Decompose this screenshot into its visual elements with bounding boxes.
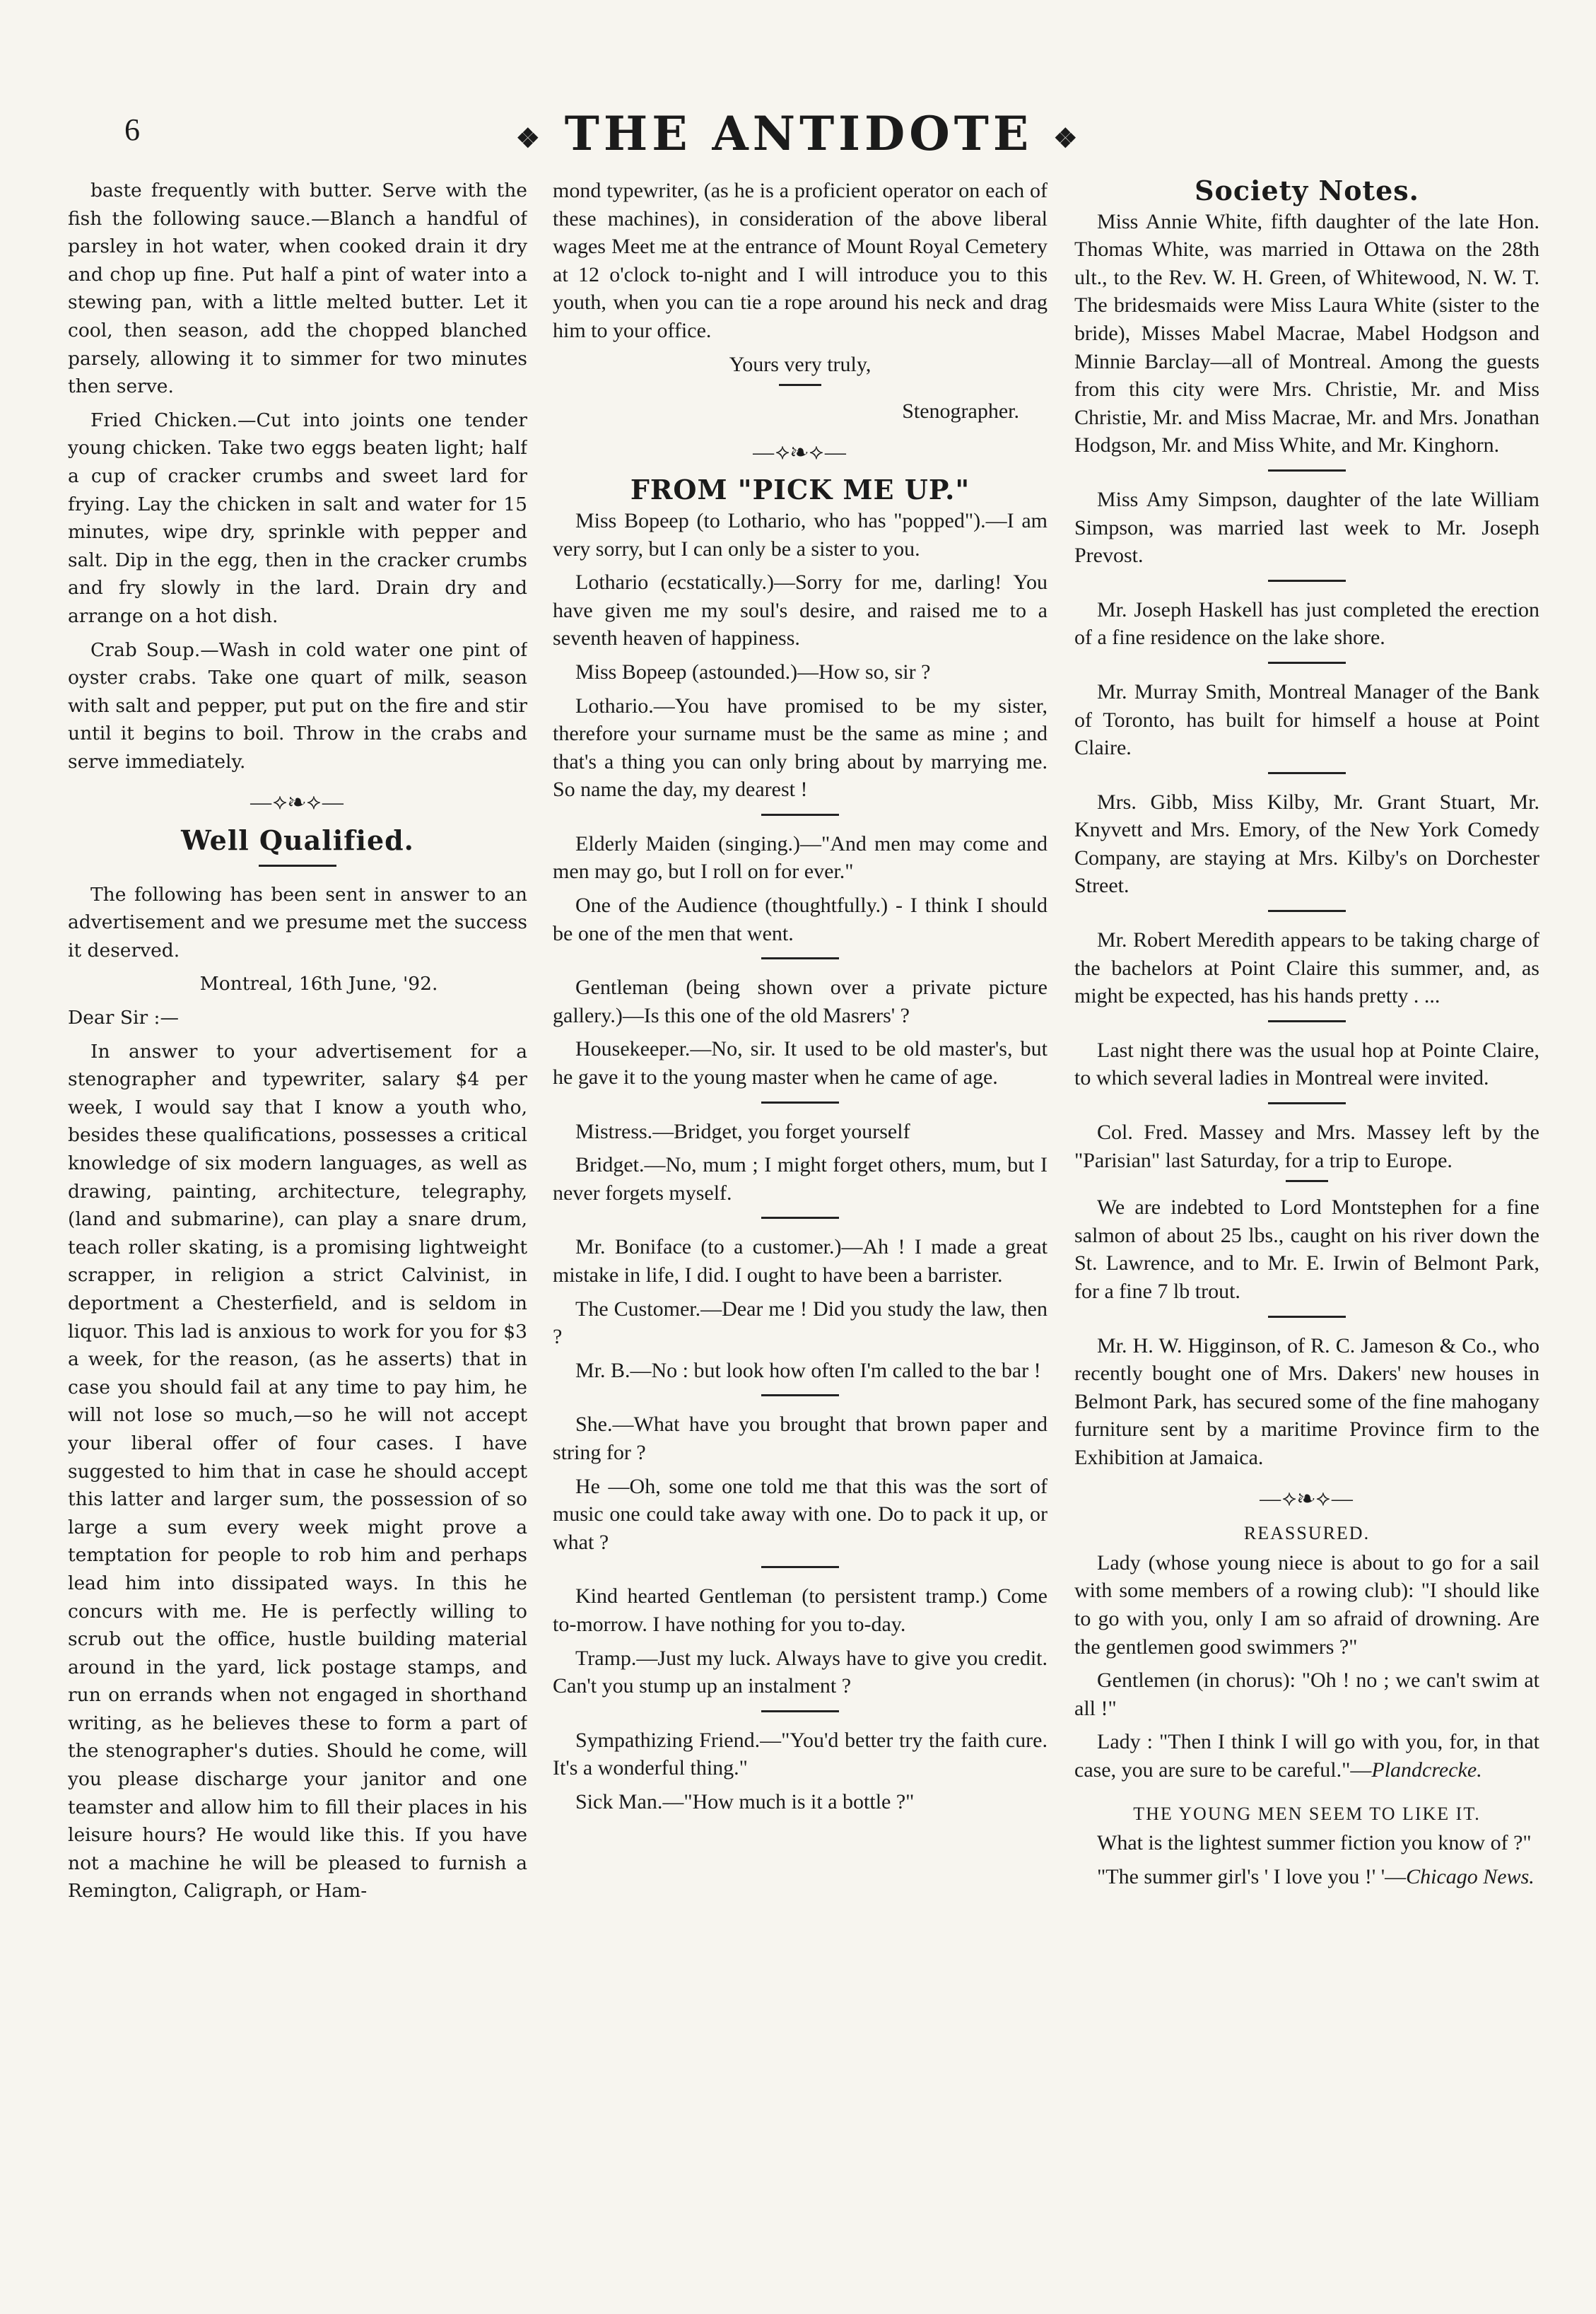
divider — [1268, 1102, 1346, 1104]
recipe-paragraph: Crab Soup.—Wash in cold water one pint of oyster crabs. Take one quart of milk, season with salt and pepper, put put on the fire and stir until it begins to boil. Throw in the crabs and serve immediately. — [68, 638, 527, 773]
joke-line: The Customer.—Dear me ! Did you study the law, then ? — [553, 1297, 1048, 1349]
divider — [1268, 772, 1346, 774]
divider — [1286, 1180, 1328, 1182]
subsection-title: REASSURED. — [1243, 1523, 1371, 1544]
divider — [761, 814, 839, 816]
column-3 — [1074, 177, 1539, 2286]
divider — [761, 1217, 839, 1219]
joke-block — [553, 974, 1048, 1091]
section-heading: FROM "PICK ME UP." — [630, 474, 970, 506]
society-note: We are indebted to Lord Montstephen for a fine salmon of about 25 lbs., caught on his river down the St. Lawrence, and to Mr. E. Irwin of Belmont Park, for a fine 7 lb trout. — [1074, 1196, 1539, 1303]
section-heading: Society Notes. — [1195, 177, 1419, 206]
divider — [761, 1394, 839, 1396]
anecdote-text: "The summer girl's ' I love you !' '— — [1097, 1864, 1407, 1888]
section-heading: Well Qualified. — [181, 824, 414, 857]
society-note: Miss Amy Simpson, daughter of the late William Simpson, was married last week to Mr. Joseph Prevost. — [1074, 487, 1539, 568]
joke-line: Kind hearted Gentleman (to persistent tramp.) Come to-morrow. I have nothing for you to-day. — [553, 1584, 1048, 1636]
ornament-separator-icon: —⟡❧⟡— — [1260, 1486, 1354, 1510]
joke-line: Elderly Maiden (singing.)—"And men may come and men may go, but I roll on for ever." — [553, 831, 1048, 884]
joke-line: Sick Man.—"How much is it a bottle ?" — [575, 1789, 915, 1813]
joke-block — [553, 830, 1048, 947]
anecdote-line: Gentlemen (in chorus): "Oh ! no ; we can't swim at all !" — [1074, 1669, 1539, 1720]
joke-line: Sympathizing Friend.—"You'd better try the faith cure. It's a wonderful thing." — [553, 1728, 1048, 1780]
joke-block — [553, 507, 1048, 804]
joke-line: Lothario (ecstatically.)—Sorry for me, darling! You have given me my soul's desire, and raised me to a seventh heaven of happiness. — [553, 571, 1048, 650]
joke-line: Lothario.—You have promised to be my sister, therefore your surname must be the same as mine ; and that's a thing you can only bring about by marrying me. So name the day, my dearest ! — [553, 694, 1048, 802]
anecdote-line — [1074, 1863, 1539, 1891]
divider — [1268, 662, 1346, 664]
society-note: Mrs. Gibb, Miss Kilby, Mr. Grant Stuart, Mr. Knyvett and Mrs. Emory, of the New York Comedy Company, are staying at Mrs. Kilby's on Dorchester Street. — [1074, 790, 1539, 898]
anecdote-text: Lady : "Then I think I will go with you, for, in that case, you are sure to be careful."— — [1074, 1730, 1539, 1782]
ornament-separator-icon: —⟡❧⟡— — [250, 790, 345, 814]
divider — [779, 384, 821, 386]
divider — [761, 1102, 839, 1104]
joke-line: Tramp.—Just my luck. Always have to give you credit. Can't you stump up an instalment ? — [553, 1646, 1048, 1698]
recipe-paragraph: Fried Chicken.—Cut into joints one tender young chicken. Take two eggs beaten light; half a cup of cracker crumbs and sweet lard for frying. Lay the chicken in salt and water for 15 minutes, wipe dry, sprinkle with pepper and salt. Dip in the egg, then in the cracker crumbs and fry slowly in the lard. Drain dry and arrange on a hot dish. — [68, 409, 527, 627]
divider — [1268, 1316, 1346, 1318]
joke-line: She.—What have you brought that brown paper and string for ? — [553, 1413, 1048, 1464]
recipe-paragraph: baste frequently with butter. Serve with the fish the following sauce.—Blanch a handful of parsley in hot water, when cooked drain it dry and chop up fine. Put half a pint of water into a stewing pan, with a little melted butter. Let it cool, then season, add the chopped blanched parsely, allowing it to simmer for two minutes then serve. — [68, 180, 527, 398]
society-note: Mr. H. W. Higginson, of R. C. Jameson & Co., who recently bought one of Mrs. Dakers' new houses in Belmont Park, has secured some of the fine mahogany furniture sent by a maritime Province firm to the Exhibition at Jamaica. — [1074, 1333, 1539, 1469]
joke-block — [553, 1582, 1048, 1700]
society-note: Mr. Robert Meredith appears to be taking charge of the bachelors at Point Claire this summer, and, as might be expected, has his hands pretty . ... — [1074, 928, 1539, 1008]
society-note: Mr. Murray Smith, Montreal Manager of the Bank of Toronto, has built for himself a house at Point Claire. — [1074, 679, 1539, 760]
society-note: Col. Fred. Massey and Mrs. Massey left by the "Parisian" last Saturday, for a trip to Europe. — [1074, 1121, 1539, 1172]
divider — [1268, 1020, 1346, 1022]
page-number: 6 — [124, 112, 140, 147]
divider — [1268, 580, 1346, 582]
column-2 — [553, 177, 1048, 2286]
column-1 — [68, 177, 527, 2286]
source-credit: Chicago News. — [1406, 1864, 1535, 1888]
letter-continued: mond typewriter, (as he is a proficient operator on each of these machines), in consideration of the above liberal wages Meet me at the entrance of Mount Royal Cemetery at 12 o'clock to-night and I will introduce you to this youth, when you can tie a rope around his neck and drag him to your office. — [553, 179, 1048, 342]
subsection-title: THE YOUNG MEN SEEM TO LIKE IT. — [1133, 1803, 1481, 1824]
joke-block — [553, 1726, 1048, 1816]
joke-line: Miss Bopeep (to Lothario, who has "popped").—I am very sorry, but I can only be a sister to you. — [553, 508, 1048, 561]
divider — [761, 1710, 839, 1712]
joke-line: Mr. Boniface (to a customer.)—Ah ! I made a great mistake in life, I did. I ought to have been a barrister. — [553, 1235, 1048, 1287]
divider — [259, 865, 336, 867]
letter-body: In answer to your advertisement for a stenographer and typewriter, salary $4 per week, I would say that I know a youth who, besides these qualifications, possesses a critical knowledge of six modern languages, as well as drawing, painting, architecture, telegraphy, (land and submarine), can play a snare drum, teach roller skating, is a promising lightweight scrapper, in religion a strict Calvinist, in deportment a Chesterfield, and is seldom in liquor. This lad is anxious to work for you for $3 a week, for the reason, (as he asserts) that in case you should fail at any time to pay him, he will not lose so much,—so he will not accept your liberal offer of four cases. I have suggested to him that in case he should accept this latter and larger sum, the possession of so large a sum every week might prove a temptation for people to rob him and perhaps lead him into dissipated ways. In this he concurs with me. He is perfectly willing to scrub out the office, hustle building material around in the yard, lick postage stamps, and run on errands when not engaged in shorthand writing, as he believes these to form a part of the stenographer's duties. Should he come, will you please discharge your janitor and one teamster and allow him to fill their places in his leisure hours? He would like this. If you have not a machine he will be pleased to furnish a Remington, Caligraph, or Ham- — [68, 1040, 527, 1903]
joke-block — [553, 1410, 1048, 1556]
salutation: Dear Sir :— — [68, 1007, 179, 1029]
society-note: Mr. Joseph Haskell has just completed the erection of a fine residence on the lake shore. — [1074, 597, 1539, 650]
masthead-title: THE ANTIDOTE — [564, 106, 1033, 161]
anecdote-line: What is the lightest summer fiction you know of ?" — [1097, 1831, 1532, 1855]
divider — [761, 957, 839, 959]
joke-line: Miss Bopeep (astounded.)—How so, sir ? — [575, 660, 931, 684]
source-credit: Plandcrecke. — [1371, 1758, 1482, 1782]
ornament-separator-icon: —⟡❧⟡— — [753, 440, 847, 464]
joke-block — [553, 1233, 1048, 1384]
masthead-ornament-right-icon: ❖ — [1053, 122, 1082, 154]
joke-line: Bridget.—No, mum ; I might forget others, mum, but I never forgets myself. — [553, 1153, 1048, 1205]
masthead — [495, 106, 1103, 161]
masthead-ornament-left-icon: ❖ — [515, 122, 544, 154]
joke-line: Mr. B.—No : but look how often I'm called to the bar ! — [575, 1358, 1041, 1382]
joke-block — [553, 1118, 1048, 1208]
divider — [1268, 469, 1346, 472]
dateline: Montreal, 16th June, '92. — [199, 973, 438, 995]
joke-line: Mistress.—Bridget, you forget yourself — [575, 1119, 910, 1143]
divider — [1268, 910, 1346, 912]
joke-line: He —Oh, some one told me that this was the sort of music one could take away with one. Do to pack it up, or what ? — [553, 1474, 1048, 1554]
joke-line: Housekeeper.—No, sir. It used to be old master's, but he gave it to the young master when he came of age. — [553, 1037, 1048, 1089]
divider — [761, 1566, 839, 1568]
letter-closing: Yours very truly, — [729, 352, 872, 376]
joke-line: Gentleman (being shown over a private picture gallery.)—Is this one of the old Masrers' ? — [553, 976, 1048, 1027]
intro-paragraph: The following has been sent in answer to an advertisement and we presume met the success it deserved. — [68, 883, 527, 962]
society-note: Last night there was the usual hop at Pointe Claire, to which several ladies in Montreal were invited. — [1074, 1038, 1539, 1090]
society-note: Miss Annie White, fifth daughter of the late Hon. Thomas White, was married in Ottawa on the 28th ult., to the Rev. W. H. Green, of Whitewood, N. W. T. The bridesmaids were Miss Laura White (sister to the bride), Misses Mabel Macrae, Mabel Hodgson and Minnie Barclay—all of Montreal. Among the guests from this city were Mrs. Christie, Mr. and Miss Christie, Mr. and Miss Macrae, Mr. and Mrs. Jonathan Hodgson, Mr. and Miss White, and Mr. Kinghorn. — [1074, 209, 1539, 457]
anecdote-line — [1074, 1728, 1539, 1784]
letter-signature: Stenographer. — [902, 399, 1019, 423]
anecdote-line: Lady (whose young niece is about to go for a sail with some members of a rowing club): "I should like to go with you, only I am so afraid of drowning. Are the gentlemen good swimmers ?" — [1074, 1550, 1539, 1659]
joke-line: One of the Audience (thoughtfully.) - I think I should be one of the men that went. — [553, 894, 1048, 945]
